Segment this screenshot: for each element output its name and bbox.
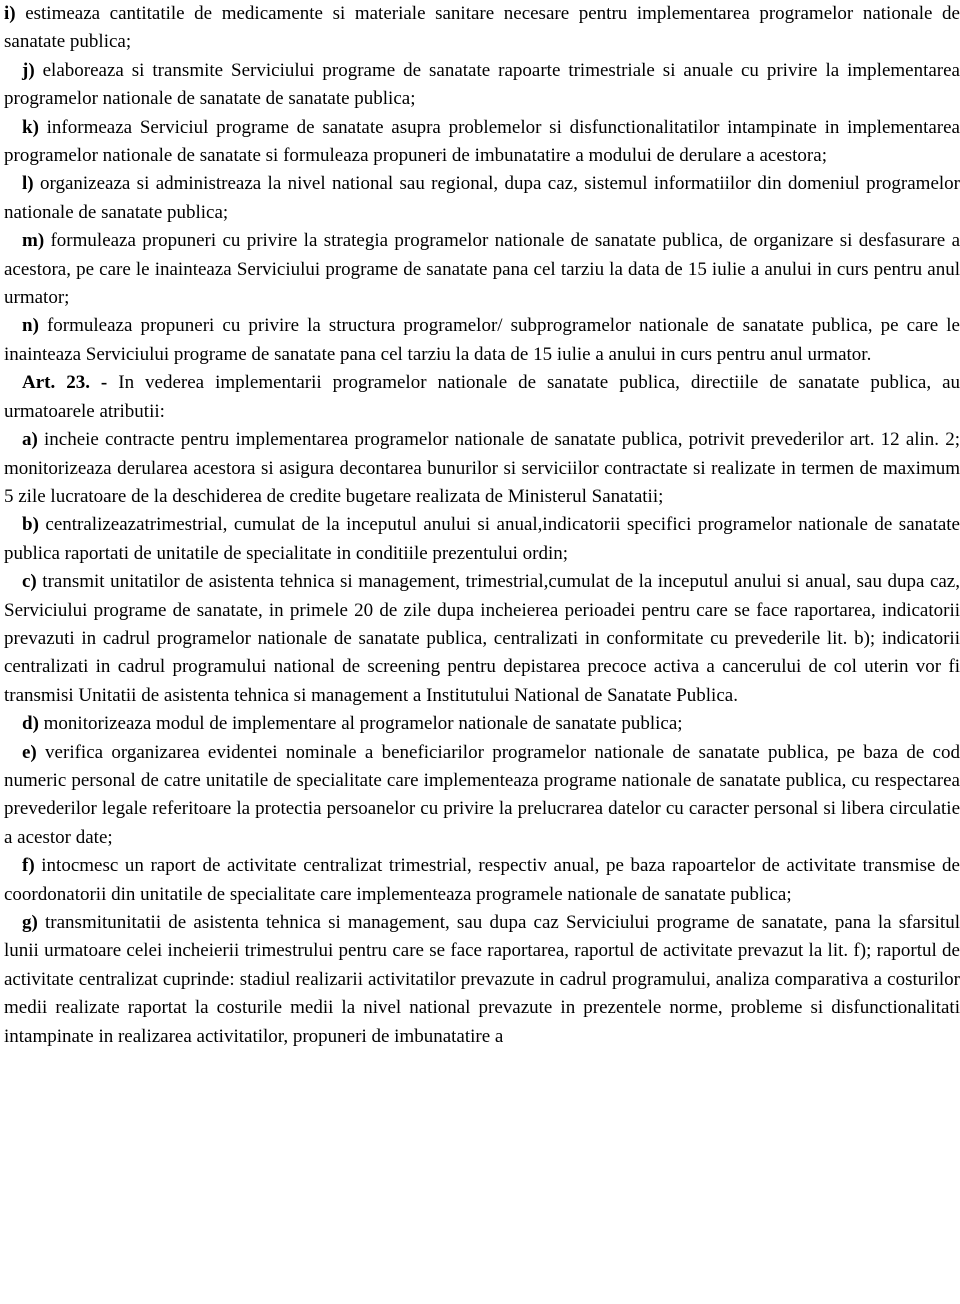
- item-label: d): [22, 713, 39, 735]
- item-label: m): [22, 230, 45, 252]
- article-text: In vederea implementarii programelor nationale de sanatate publica, directiile de sanatate publica, au urmatoarele atributii:: [4, 372, 960, 422]
- item-text: elaboreaza si transmite Serviciului programe de sanatate rapoarte trimestriale si anuale cu privire la implementarea programelor nationale de sanatate de sanatate publica;: [4, 59, 960, 110]
- item-text: formuleaza propuneri cu privire la strategia programelor nationale de sanatate publica, de organizare si desfasurare a acestora, pe care le inainteaza Serviciului programe de sanatate pana cel tarziu la data de 15 iulie a anului in curs pentru anul urmator;: [4, 230, 960, 309]
- paragraph-a: [4, 426, 960, 511]
- item-label: j): [22, 59, 35, 81]
- paragraph-d: [4, 710, 960, 738]
- item-text: centralizeazatrimestrial, cumulat de la inceputul anului si anual,indicatorii specifici programelor nationale de sanatate publica raportati de unitatile de specialitate in conditiile prezentului ordin;: [4, 514, 960, 564]
- item-text: estimeaza cantitatile de medicamente si materiale sanitare necesare pentru implementarea programelor nationale de sanatate publica;: [4, 3, 960, 53]
- paragraph-l: [4, 170, 960, 227]
- paragraph-n: [4, 312, 960, 369]
- paragraph-f: [4, 852, 960, 909]
- item-text: transmitunitatii de asistenta tehnica si management, sau dupa caz Serviciului programe de sanatate, pana la sfarsitul lunii urmatoare celei incheierii trimestrului pentru care se face raportarea, raportul de activitate prevazut la lit. f); raportul de activitate centralizat cuprinde: stadiul realizarii activitatilor prevazute in cadrul programului, analiza comparativa a costurilor medii realizate raportat la costurile medii la nivel national prevazute in prezentele norme, probleme si disfunctionalitati intampinate in realizarea activitatilor, propuneri de imbunatatire a: [4, 912, 960, 1047]
- item-text: informeaza Serviciul programe de sanatate asupra problemelor si disfunctionalitatilor intampinate in implementarea programelor nationale de sanatate si formuleaza propuneri de imbunatatire a modului de derulare a acestora;: [4, 116, 960, 167]
- item-label: i): [4, 3, 16, 24]
- paragraph-g: [4, 909, 960, 1051]
- article-label: Art. 23. -: [22, 372, 108, 394]
- item-label: n): [22, 315, 39, 337]
- item-label: c): [22, 571, 37, 593]
- paragraph-k: [4, 114, 960, 171]
- document-page: [4, 0, 960, 1051]
- item-label: a): [22, 429, 38, 451]
- paragraph-b: [4, 511, 960, 568]
- item-text: verifica organizarea evidentei nominale a beneficiarilor programelor nationale de sanatate publica, pe baza de cod numeric personal de catre unitatile de specialitate care implementeaza programe nationale de sanatate publica, cu respectarea prevederilor legale referitoare la protectia persoanelor cu privire la prelucrarea datelor cu caracter personal si libera circulatie a acestor date;: [4, 741, 960, 848]
- item-text: formuleaza propuneri cu privire la structura programelor/ subprogramelor nationale de sanatate publica, pe care le inainteaza Serviciului programe de sanatate pana cel tarziu la data de 15 iulie a anului in curs pentru anul urmator.: [4, 315, 960, 365]
- item-label: b): [22, 514, 39, 536]
- item-label: l): [22, 173, 34, 195]
- item-label: f): [22, 855, 35, 877]
- paragraph-j: [4, 57, 960, 114]
- item-text: organizeaza si administreaza la nivel national sau regional, dupa caz, sistemul informatiilor din domeniul programelor nationale de sanatate publica;: [4, 173, 960, 223]
- article-23: [4, 369, 960, 426]
- paragraph-e: [4, 739, 960, 853]
- item-label: g): [22, 912, 38, 933]
- item-text: intocmesc un raport de activitate centralizat trimestrial, respectiv anual, pe baza rapoartelor de activitate transmise de coordonatorii din unitatile de specialitate care implementeaza programele nationale de sanatate publica;: [4, 855, 960, 905]
- item-label: k): [22, 116, 39, 138]
- item-label: e): [22, 741, 37, 763]
- paragraph-m: [4, 227, 960, 312]
- paragraph-c: [4, 568, 960, 710]
- item-text: incheie contracte pentru implementarea programelor nationale de sanatate publica, potrivit prevederilor art. 12 alin. 2; monitorizeaza derularea acestora si asigura decontarea bunurilor si serviciilor contractate si realizate in termen de maximum 5 zile lucratoare de la deschiderea de credite bugetare realizata de Ministerul Sanatatii;: [4, 429, 960, 507]
- paragraph-i: [4, 0, 960, 57]
- item-text: transmit unitatilor de asistenta tehnica si management, trimestrial,cumulat de la inceputul anului si anual, sau dupa caz, Serviciului programe de sanatate, in primele 20 de zile dupa incheierea perioadei pentru care se face raportarea, indicatorii prevazuti in cadrul programelor nationale de sanatate publica, centralizati in conformitate cu prevederile lit. b); indicatorii centralizati in cadrul programului national de screening pentru depistarea precoce activa a cancerului de col uterin vor fi transmisi Unitatii de asistenta tehnica si management a Institutului National de Sanatate Publica.: [4, 571, 960, 706]
- item-text: monitorizeaza modul de implementare al programelor nationale de sanatate publica;: [38, 713, 683, 735]
